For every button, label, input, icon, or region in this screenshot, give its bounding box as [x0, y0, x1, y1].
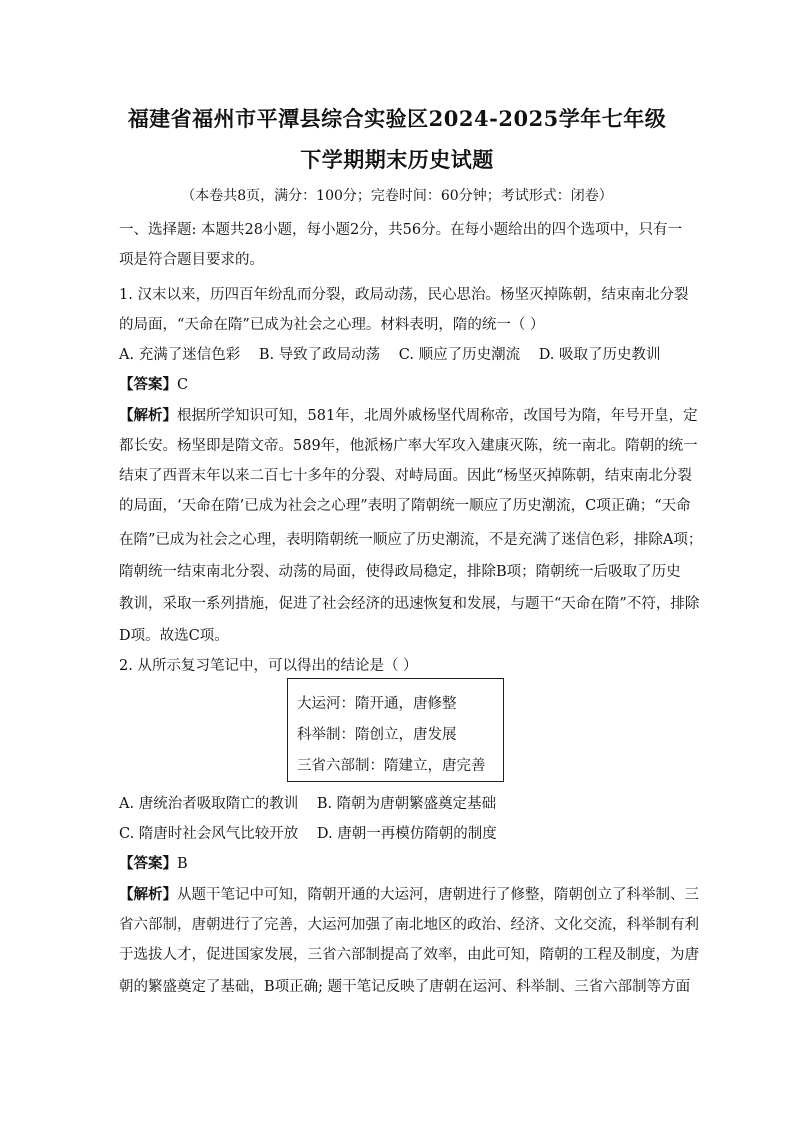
q2-option-b: B. 隋朝为唐朝繁盛奠定基础 — [316, 796, 497, 812]
q2-analysis-line-4: 朝的繁盛奠定了基础，B项正确; 题干笔记反映了唐朝在运河、科举制、三省六部制等方面 — [119, 979, 691, 995]
q1-analysis-line-6: 隋朝统一结束南北分裂、动荡的局面，使得政局稳定，排除B项；隋朝统一后吸取了历史 — [119, 564, 681, 580]
exam-meta: （本卷共8页，满分：100分；完卷时间：60分钟；考试形式：闭卷） — [181, 188, 613, 204]
q2-analysis-label: 【解析】 — [119, 886, 177, 903]
q2-analysis-line-3: 于选拔人才，促进国家发展，三省六部制提高了效率，由此可知，隋朝的工程及制度，为唐 — [119, 947, 699, 963]
q1-option-b: B. 导致了政局动荡 — [258, 347, 381, 363]
title-line-2: 下学期期末历史试题 — [300, 147, 494, 172]
q2-answer-value: B — [177, 856, 188, 872]
q1-answer — [119, 373, 679, 394]
q1-options — [119, 343, 679, 364]
note-grand-canal: 大运河：隋开通，唐修整 — [297, 696, 457, 712]
q1-analysis-line-1: 【解析】根据所学知识可知，581年，北周外戚杨坚代周称帝，改国号为隋，年号开皇，定 — [119, 407, 698, 424]
q2-answer — [119, 852, 679, 873]
section-intro-line-1: 一、选择题: 本题共28小题，每小题2分，共56分。在每小题给出的四个选项中，只有一 — [119, 222, 683, 238]
q1-analysis-label: 【解析】 — [119, 407, 177, 424]
q2-option-c: C. 隋唐时社会风气比较开放 — [119, 826, 299, 842]
q2-analysis-line-1: 【解析】从题干笔记中可知，隋朝开通的大运河，唐朝进行了修整，隋朝创立了科举制、三 — [119, 886, 699, 903]
q2-option-a: A. 唐统治者吸取隋亡的教训 — [119, 796, 299, 812]
q1-answer-value: C — [177, 377, 189, 393]
review-notes-box — [287, 678, 504, 782]
q2-options-row-1 — [119, 792, 679, 813]
q1-stem-line-1: 1. 汉末以来，历四百年纷乱而分裂，政局动荡，民心思治。杨坚灭掉陈朝，结束南北分裂 — [119, 287, 689, 303]
q1-analysis-line-7: 教训，采取一系列措施，促进了社会经济的迅速恢复和发展，与题干“天命在隋”不符，排除 — [119, 596, 700, 612]
q2-stem: 2. 从所示复习笔记中，可以得出的结论是（ ） — [119, 658, 418, 674]
q1-analysis-line-5: 在隋”已成为社会之心理，表明隋朝统一顺应了历史潮流，不是充满了迷信色彩，排除A项； — [119, 532, 703, 548]
q1-stem-line-2: 的局面，“天命在隋”已成为社会之心理。材料表明，隋的统一（ ） — [119, 317, 545, 333]
q1-option-a: A. 充满了迷信色彩 — [119, 347, 241, 363]
title-line-1: 福建省福州市平潭县综合实验区2024-2025学年七年级 — [127, 106, 667, 131]
q2-option-d: D. 唐朝一再模仿隋朝的制度 — [316, 826, 497, 842]
note-three-departments: 三省六部制：隋建立，唐完善 — [297, 758, 486, 774]
q1-analysis-line-8: D项。故选C项。 — [119, 628, 229, 644]
section-intro-line-2: 项是符合题目要求的。 — [119, 252, 264, 268]
note-imperial-exam: 科举制：隋创立，唐发展 — [297, 727, 457, 743]
q1-option-c: C. 顺应了历史潮流 — [398, 347, 521, 363]
q1-analysis-line-2: 都长安。杨坚即是隋文帝。589年，他派杨广率大军攻入建康灭陈，统一南北。隋朝的统一 — [119, 438, 698, 454]
q1-answer-label: 【答案】 — [119, 376, 177, 393]
q1-option-d: D. 吸取了历史教训 — [538, 347, 661, 363]
q2-options-row-2 — [119, 822, 679, 843]
q2-analysis-line-2: 省六部制，唐朝进行了完善，大运河加强了南北地区的政治、经济、文化交流，科举制有利 — [119, 917, 699, 933]
q1-analysis-line-3: 结束了西晋末年以来二百七十多年的分裂、对峙局面。因此“杨坚灭掉陈朝，结束南北分裂 — [119, 468, 692, 484]
q2-answer-label: 【答案】 — [119, 855, 177, 872]
q1-analysis-line-4: 的局面，‘天命在隋’已成为社会之心理”表明了隋朝统一顺应了历史潮流，C项正确；“天命 — [119, 498, 691, 514]
